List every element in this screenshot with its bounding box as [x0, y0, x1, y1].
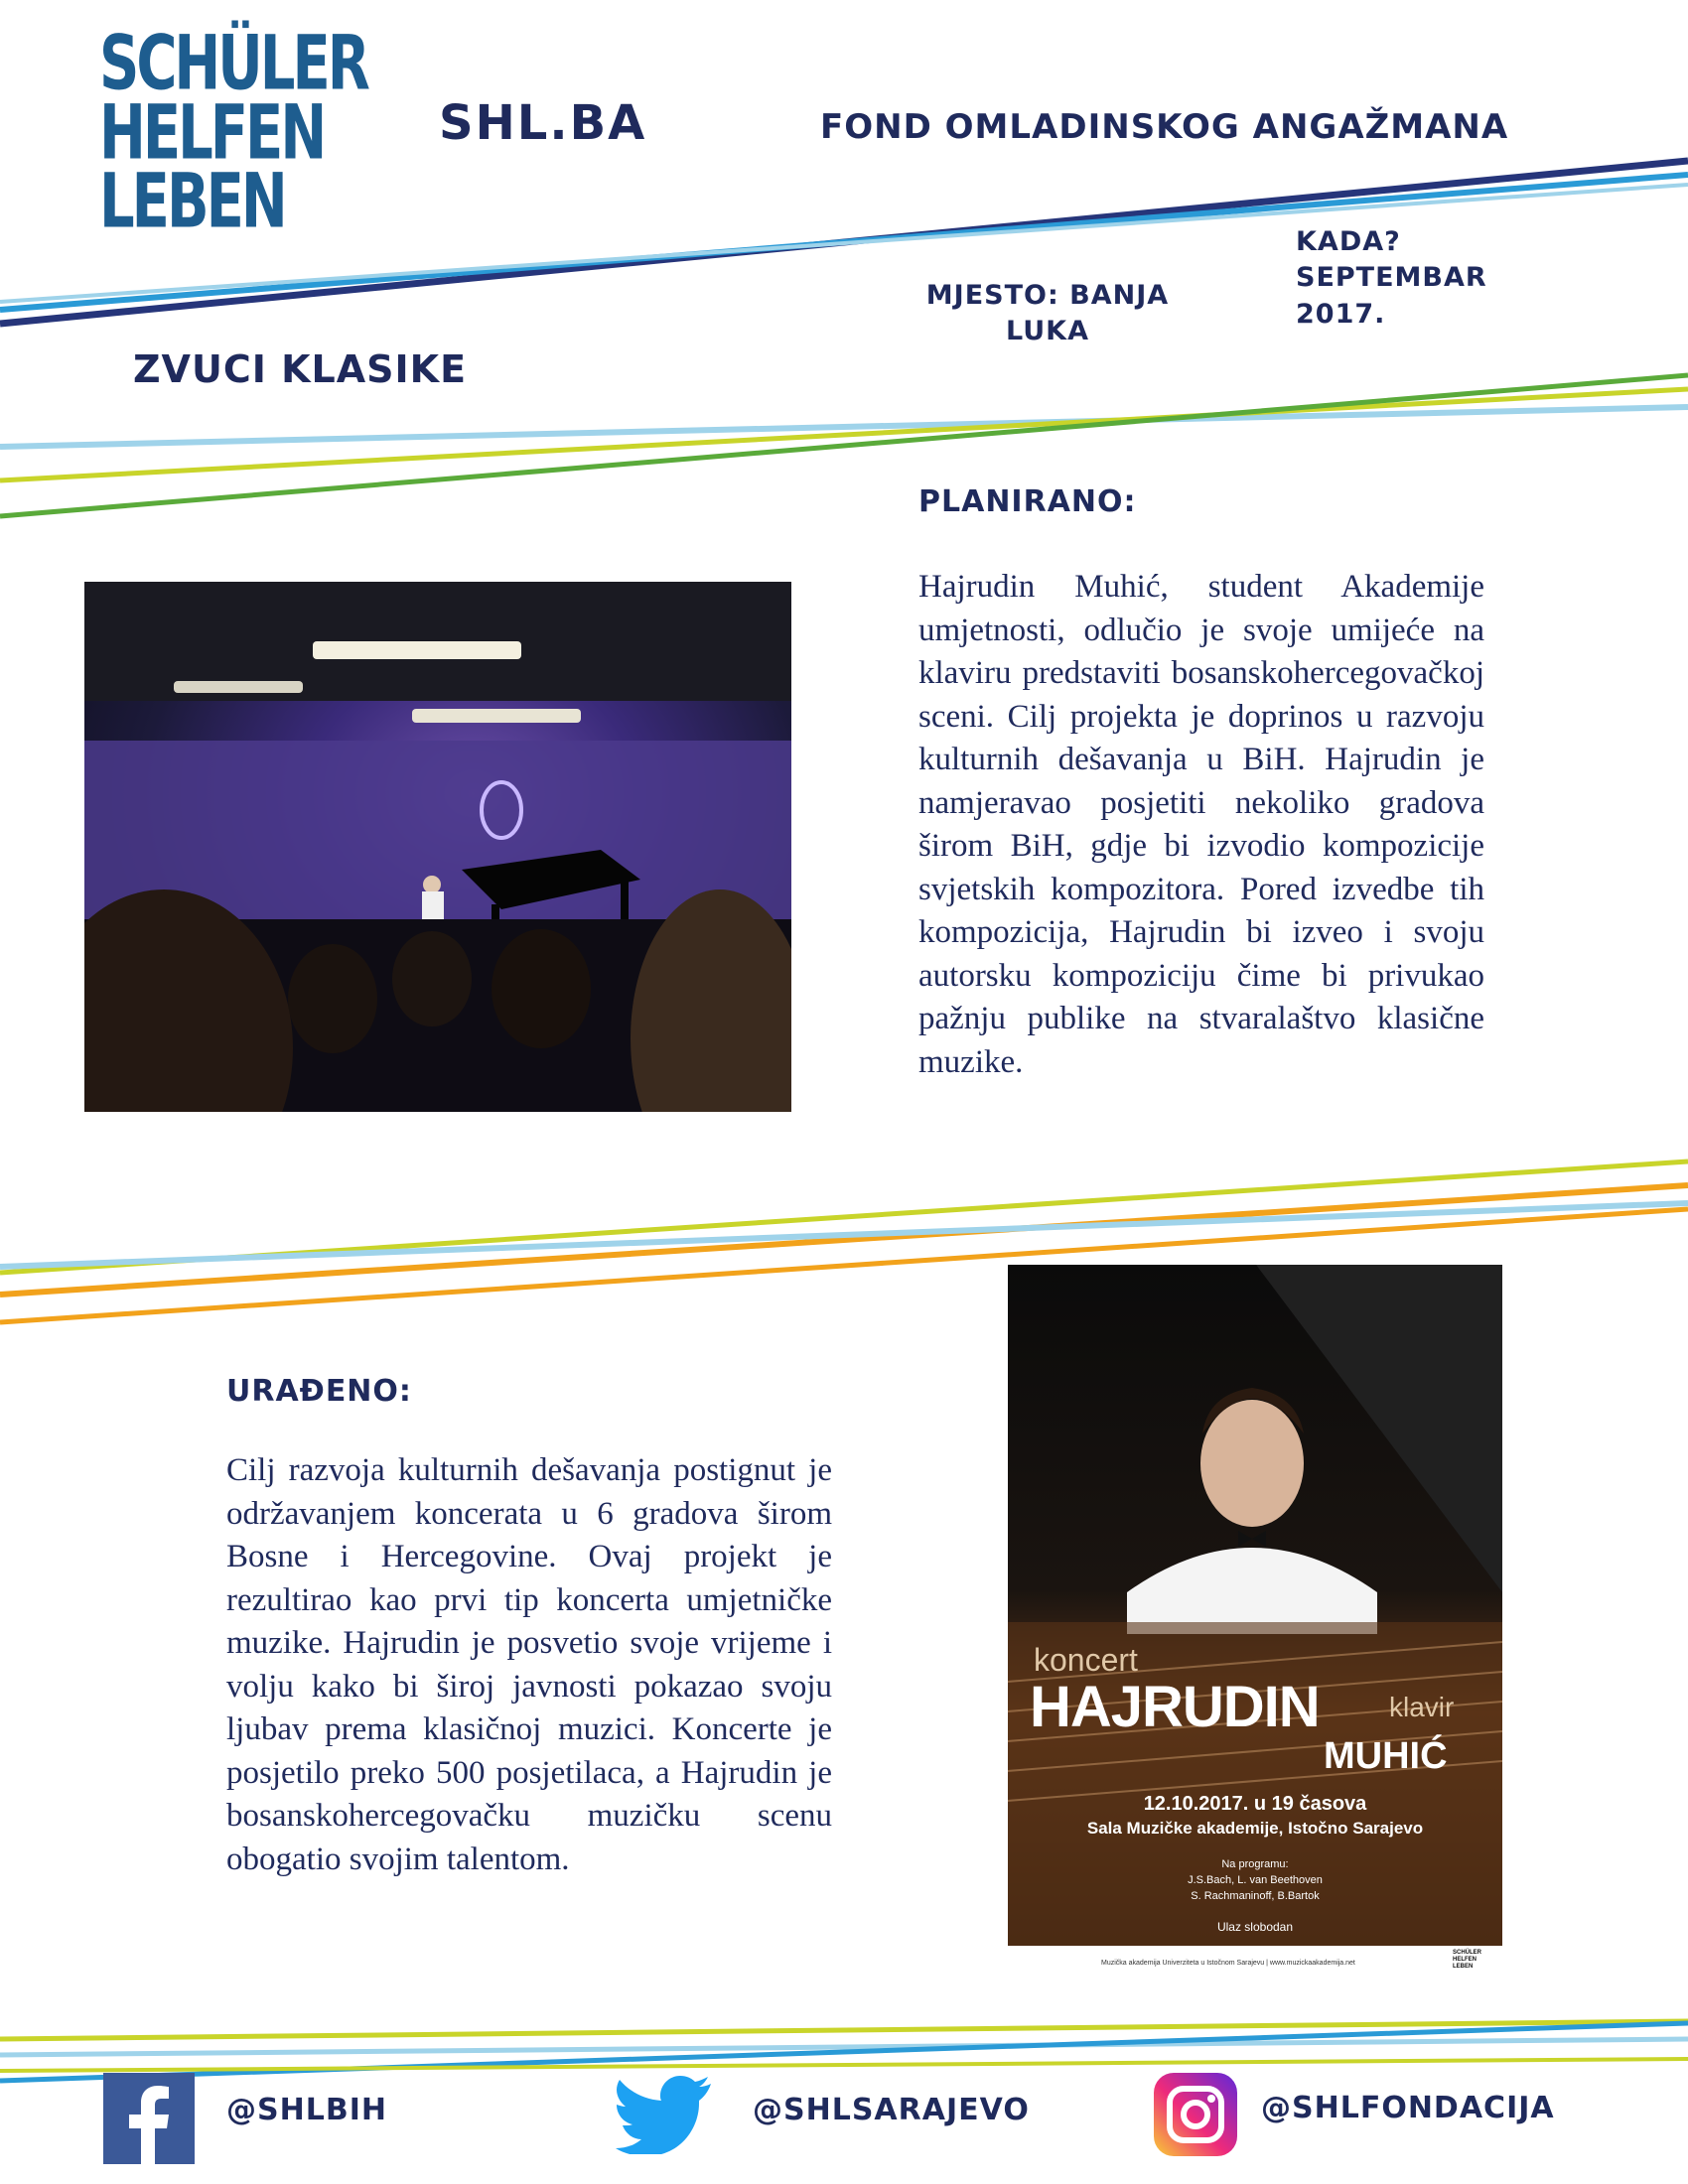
fund-name: FOND OMLADINSKOG ANGAŽMANA	[820, 107, 1509, 147]
event-when	[1296, 224, 1524, 333]
logo-line-3: LEBEN	[99, 158, 285, 246]
poster-instrument: klavir	[1389, 1692, 1455, 1722]
twitter-handle[interactable]: @SHLSARAJEVO	[753, 2093, 1030, 2127]
instagram-glyph	[1154, 2073, 1237, 2156]
poster-program-label: Na programu:	[1221, 1858, 1289, 1870]
poster-entry: Ulaz slobodan	[1216, 1920, 1294, 1934]
poster-footer-bar	[1008, 1946, 1502, 1987]
stripe-mid-1	[0, 407, 1688, 447]
shl-logo	[99, 20, 367, 246]
poster-koncert: koncert	[1034, 1642, 1138, 1678]
poster-program-1: J.S.Bach, L. van Beethoven	[1188, 1874, 1323, 1886]
poster-venue: Sala Muzičke akademije, Istočno Sarajevo	[1086, 1819, 1424, 1838]
poster-surname: MUHIĆ	[1324, 1735, 1448, 1777]
poster-program-2: S. Rachmaninoff, B.Bartok	[1191, 1890, 1320, 1902]
when-value: SEPTEMBAR 2017.	[1296, 262, 1487, 330]
stripe-bot-4	[0, 2059, 1688, 2071]
stripe-mid-3	[0, 375, 1688, 516]
stripe-mid-2	[0, 389, 1688, 480]
project-title: ZVUCI KLASIKE	[133, 347, 468, 391]
event-place: MJESTO: BANJA LUKA	[925, 280, 1170, 347]
poster-date: 12.10.2017. u 19 časova	[1143, 1793, 1367, 1815]
facebook-glyph	[103, 2073, 195, 2164]
stripe-sec-3	[0, 1203, 1688, 1267]
brand-name: SHL.BA	[439, 95, 647, 151]
twitter-icon[interactable]	[616, 2075, 713, 2154]
instagram-icon[interactable]	[1154, 2073, 1237, 2156]
logo-line-2: HELFEN	[99, 89, 325, 177]
planned-heading: PLANIRANO:	[918, 484, 1137, 519]
poster-name: HAJRUDIN	[1030, 1675, 1320, 1739]
concert-photo	[84, 582, 791, 1112]
instagram-handle[interactable]: @SHLFONDACIJA	[1261, 2091, 1555, 2125]
facebook-icon[interactable]	[103, 2073, 195, 2164]
when-label: KADA?	[1296, 226, 1401, 257]
done-heading: URAĐENO:	[226, 1374, 412, 1409]
poster-program	[1008, 1856, 1502, 1904]
done-text: Cilj razvoja kulturnih dešavanja postignut je održavanjem koncerata u 6 gradova širom Bosne i Hercegovine. Ovaj projekt je rezultirao kao prvi tip koncerta umjetničke muzike. Hajrudin je posvetio svoje vrijeme i volju kako bi široj javnosti pokazao svoju ljubav prema klasičnoj muzici. Koncerte je posjetilo preko 500 posjetilaca, a Hajrudin je bosanskohercegovačku muzičku scenu obogatio svojim talentom.	[226, 1452, 832, 1877]
concert-poster	[1008, 1265, 1502, 1987]
facebook-handle[interactable]: @SHLBIH	[226, 2093, 387, 2127]
planned-text: Hajrudin Muhić, student Akademije umjetnosti, odlučio je svoje umijeće na klaviru predstaviti bosanskohercegovačkoj sceni. Cilj projekta je doprinos u razvoju kulturnih dešavanja u BiH. Hajrudin je namjeravao posjetiti nekoliko gradova širom BiH, gdje bi izvodio kompozicije svjetskih kompozitora. Pored izvedbe tih kompozicija, Hajrudin bi izveo i svoju autorsku kompoziciju čime bi privukao pažnju publike na stvaralaštvo klasične muzike.	[918, 569, 1484, 1080]
twitter-glyph	[616, 2075, 713, 2154]
concert-photo-art	[84, 582, 791, 1112]
poster-logo: SCHÜLER HELFEN LEBEN	[1453, 1950, 1482, 1970]
poster-footer: Muzička akademija Univerziteta u Istočnom Sarajevu | www.muzickaakademija.net	[1101, 1960, 1355, 1967]
logo-line-1: SCHÜLER	[99, 20, 367, 108]
